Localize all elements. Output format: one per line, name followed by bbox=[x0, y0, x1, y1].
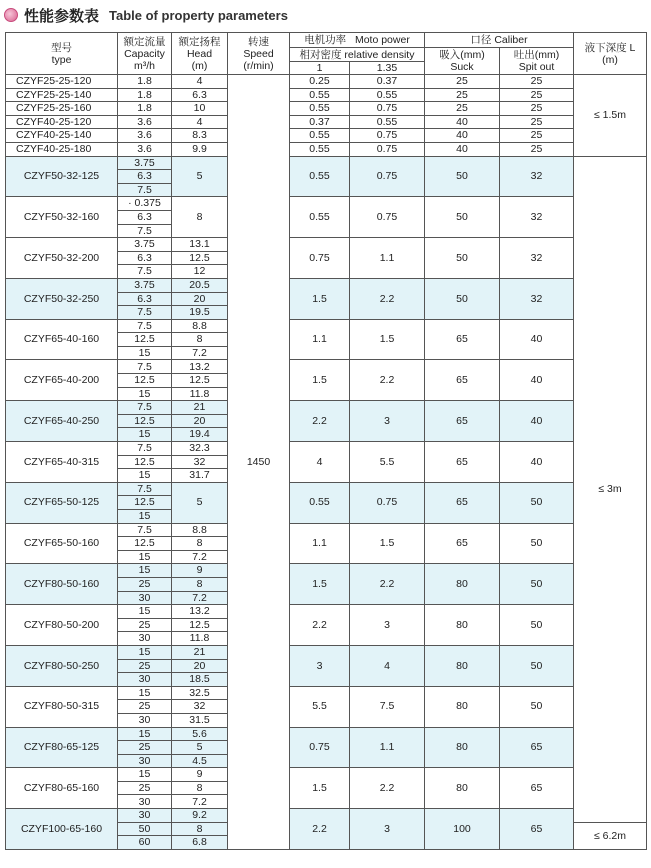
page-title-en: Table of property parameters bbox=[109, 7, 288, 23]
head-cell: 11.8 bbox=[172, 387, 228, 401]
model-cell: CZYF65-50-125 bbox=[6, 482, 118, 523]
head-cell: 4 bbox=[172, 75, 228, 89]
model-cell: CZYF50-32-250 bbox=[6, 278, 118, 319]
spit-caliber-cell: 32 bbox=[500, 238, 574, 279]
head-cell: 4.5 bbox=[172, 754, 228, 768]
head-cell: 12 bbox=[172, 265, 228, 279]
power-density-135-cell: 0.75 bbox=[350, 142, 425, 156]
head-cell: 20 bbox=[172, 659, 228, 673]
capacity-cell: 15 bbox=[118, 387, 172, 401]
head-cell: 8 bbox=[172, 537, 228, 551]
table-row bbox=[6, 129, 647, 143]
capacity-cell: 60 bbox=[118, 836, 172, 850]
head-cell: 31.7 bbox=[172, 469, 228, 483]
table-row bbox=[6, 768, 647, 782]
model-cell: CZYF80-65-160 bbox=[6, 768, 118, 809]
suck-caliber-cell: 80 bbox=[425, 727, 500, 768]
power-density-1-cell: 1.1 bbox=[290, 523, 350, 564]
head-cell: 5.6 bbox=[172, 727, 228, 741]
power-density-135-cell: 7.5 bbox=[350, 686, 425, 727]
capacity-cell: 30 bbox=[118, 809, 172, 823]
head-cell: 10 bbox=[172, 102, 228, 116]
power-density-1-cell: 4 bbox=[290, 442, 350, 483]
suck-caliber-cell: 100 bbox=[425, 809, 500, 850]
power-density-1-cell: 1.5 bbox=[290, 278, 350, 319]
capacity-cell: 15 bbox=[118, 727, 172, 741]
head-cell: 20 bbox=[172, 414, 228, 428]
power-density-1-cell: 0.75 bbox=[290, 238, 350, 279]
head-cell: 20.5 bbox=[172, 278, 228, 292]
model-cell: CZYF100-65-160 bbox=[6, 809, 118, 850]
power-density-135-cell: 2.2 bbox=[350, 564, 425, 605]
head-cell: 9.9 bbox=[172, 142, 228, 156]
title-bar bbox=[4, 4, 288, 26]
head-cell: 7.2 bbox=[172, 591, 228, 605]
capacity-cell: 15 bbox=[118, 346, 172, 360]
table-row bbox=[6, 75, 647, 89]
capacity-cell: 25 bbox=[118, 659, 172, 673]
power-density-1-cell: 1.5 bbox=[290, 564, 350, 605]
power-density-135-cell: 1.5 bbox=[350, 319, 425, 360]
table-row bbox=[6, 809, 647, 823]
depth-cell: ≤ 1.5m bbox=[574, 75, 647, 157]
table-row bbox=[6, 156, 647, 170]
model-cell: CZYF65-50-160 bbox=[6, 523, 118, 564]
head-cell: 7.2 bbox=[172, 550, 228, 564]
table-row bbox=[6, 605, 647, 619]
capacity-cell: 6.3 bbox=[118, 170, 172, 184]
capacity-cell: 3.75 bbox=[118, 156, 172, 170]
spit-caliber-cell: 50 bbox=[500, 482, 574, 523]
head-cell: 8.8 bbox=[172, 319, 228, 333]
spit-caliber-cell: 25 bbox=[500, 129, 574, 143]
power-density-135-cell: 0.75 bbox=[350, 482, 425, 523]
head-cell: 8 bbox=[172, 197, 228, 238]
table-row bbox=[6, 102, 647, 116]
power-density-1-cell: 1.5 bbox=[290, 360, 350, 401]
capacity-cell: · 0.375 bbox=[118, 197, 172, 211]
head-cell: 12.5 bbox=[172, 251, 228, 265]
head-cell: 21 bbox=[172, 401, 228, 415]
suck-caliber-cell: 65 bbox=[425, 360, 500, 401]
head-cell: 7.2 bbox=[172, 346, 228, 360]
suck-caliber-cell: 25 bbox=[425, 88, 500, 102]
model-cell: CZYF80-65-125 bbox=[6, 727, 118, 768]
head-cell: 8.3 bbox=[172, 129, 228, 143]
spit-caliber-cell: 40 bbox=[500, 401, 574, 442]
spit-caliber-cell: 40 bbox=[500, 360, 574, 401]
head-cell: 5 bbox=[172, 482, 228, 523]
head-cell: 32 bbox=[172, 455, 228, 469]
head-cell: 32.5 bbox=[172, 686, 228, 700]
head-cell: 6.8 bbox=[172, 836, 228, 850]
power-density-1-cell: 0.55 bbox=[290, 88, 350, 102]
power-density-135-cell: 0.55 bbox=[350, 115, 425, 129]
model-cell: CZYF80-50-200 bbox=[6, 605, 118, 646]
capacity-cell: 15 bbox=[118, 550, 172, 564]
power-density-135-cell: 2.2 bbox=[350, 768, 425, 809]
head-cell: 8 bbox=[172, 822, 228, 836]
capacity-cell: 6.3 bbox=[118, 292, 172, 306]
bullet-circle-icon bbox=[4, 8, 18, 22]
suck-caliber-cell: 65 bbox=[425, 523, 500, 564]
table-row bbox=[6, 115, 647, 129]
table-row bbox=[6, 523, 647, 537]
power-density-135-cell: 2.2 bbox=[350, 278, 425, 319]
header-caliber: 口径 Caliber bbox=[425, 33, 574, 48]
table-row bbox=[6, 238, 647, 252]
capacity-cell: 7.5 bbox=[118, 482, 172, 496]
head-cell: 18.5 bbox=[172, 673, 228, 687]
capacity-cell: 6.3 bbox=[118, 210, 172, 224]
capacity-cell: 7.5 bbox=[118, 442, 172, 456]
spit-caliber-cell: 50 bbox=[500, 523, 574, 564]
capacity-cell: 15 bbox=[118, 768, 172, 782]
suck-caliber-cell: 50 bbox=[425, 278, 500, 319]
spit-caliber-cell: 32 bbox=[500, 197, 574, 238]
capacity-cell: 1.8 bbox=[118, 88, 172, 102]
suck-caliber-cell: 50 bbox=[425, 197, 500, 238]
head-cell: 13.2 bbox=[172, 605, 228, 619]
power-density-1-cell: 3 bbox=[290, 645, 350, 686]
model-cell: CZYF25-25-140 bbox=[6, 88, 118, 102]
spit-caliber-cell: 50 bbox=[500, 605, 574, 646]
power-density-1-cell: 0.37 bbox=[290, 115, 350, 129]
model-cell: CZYF80-50-160 bbox=[6, 564, 118, 605]
spit-caliber-cell: 25 bbox=[500, 102, 574, 116]
spit-caliber-cell: 65 bbox=[500, 727, 574, 768]
model-cell: CZYF25-25-120 bbox=[6, 75, 118, 89]
capacity-cell: 3.6 bbox=[118, 142, 172, 156]
spit-caliber-cell: 25 bbox=[500, 88, 574, 102]
capacity-cell: 50 bbox=[118, 822, 172, 836]
suck-caliber-cell: 80 bbox=[425, 768, 500, 809]
head-cell: 5 bbox=[172, 156, 228, 197]
suck-caliber-cell: 80 bbox=[425, 564, 500, 605]
head-cell: 13.1 bbox=[172, 238, 228, 252]
capacity-cell: 25 bbox=[118, 618, 172, 632]
power-density-135-cell: 1.5 bbox=[350, 523, 425, 564]
capacity-cell: 15 bbox=[118, 645, 172, 659]
power-density-1-cell: 0.75 bbox=[290, 727, 350, 768]
head-cell: 4 bbox=[172, 115, 228, 129]
head-cell: 5 bbox=[172, 741, 228, 755]
power-density-1-cell: 0.25 bbox=[290, 75, 350, 89]
table-row bbox=[6, 482, 647, 496]
table-row bbox=[6, 197, 647, 211]
capacity-cell: 3.6 bbox=[118, 115, 172, 129]
capacity-cell: 7.5 bbox=[118, 401, 172, 415]
speed-cell: 1450 bbox=[228, 75, 290, 850]
power-density-1-cell: 5.5 bbox=[290, 686, 350, 727]
head-cell: 19.5 bbox=[172, 306, 228, 320]
suck-caliber-cell: 25 bbox=[425, 102, 500, 116]
capacity-cell: 15 bbox=[118, 564, 172, 578]
capacity-cell: 12.5 bbox=[118, 455, 172, 469]
power-density-1-cell: 0.55 bbox=[290, 197, 350, 238]
spit-caliber-cell: 65 bbox=[500, 809, 574, 850]
head-cell: 20 bbox=[172, 292, 228, 306]
capacity-cell: 15 bbox=[118, 469, 172, 483]
suck-caliber-cell: 40 bbox=[425, 115, 500, 129]
power-density-1-cell: 1.5 bbox=[290, 768, 350, 809]
header-density-135: 1.35 bbox=[350, 62, 425, 75]
suck-caliber-cell: 50 bbox=[425, 238, 500, 279]
spit-caliber-cell: 25 bbox=[500, 75, 574, 89]
spit-caliber-cell: 25 bbox=[500, 115, 574, 129]
capacity-cell: 12.5 bbox=[118, 374, 172, 388]
suck-caliber-cell: 40 bbox=[425, 129, 500, 143]
capacity-cell: 12.5 bbox=[118, 414, 172, 428]
power-density-135-cell: 0.75 bbox=[350, 129, 425, 143]
capacity-cell: 25 bbox=[118, 700, 172, 714]
table-row bbox=[6, 360, 647, 374]
model-cell: CZYF50-32-200 bbox=[6, 238, 118, 279]
spit-caliber-cell: 50 bbox=[500, 564, 574, 605]
header-density: 相对密度 relative density bbox=[290, 48, 425, 62]
capacity-cell: 3.6 bbox=[118, 129, 172, 143]
capacity-cell: 7.5 bbox=[118, 360, 172, 374]
power-density-135-cell: 5.5 bbox=[350, 442, 425, 483]
model-cell: CZYF25-25-160 bbox=[6, 102, 118, 116]
capacity-cell: 25 bbox=[118, 741, 172, 755]
table-row bbox=[6, 278, 647, 292]
table-body bbox=[6, 75, 647, 850]
capacity-cell: 15 bbox=[118, 510, 172, 524]
suck-caliber-cell: 65 bbox=[425, 482, 500, 523]
capacity-cell: 12.5 bbox=[118, 496, 172, 510]
power-density-135-cell: 0.37 bbox=[350, 75, 425, 89]
capacity-cell: 30 bbox=[118, 754, 172, 768]
capacity-cell: 6.3 bbox=[118, 251, 172, 265]
header-model: 型号 type bbox=[6, 33, 118, 75]
property-parameters-table bbox=[5, 32, 647, 850]
power-density-1-cell: 0.55 bbox=[290, 482, 350, 523]
model-cell: CZYF80-50-315 bbox=[6, 686, 118, 727]
capacity-cell: 3.75 bbox=[118, 278, 172, 292]
head-cell: 9.2 bbox=[172, 809, 228, 823]
capacity-cell: 7.5 bbox=[118, 265, 172, 279]
capacity-cell: 30 bbox=[118, 795, 172, 809]
power-density-135-cell: 0.75 bbox=[350, 156, 425, 197]
suck-caliber-cell: 80 bbox=[425, 686, 500, 727]
spit-caliber-cell: 50 bbox=[500, 686, 574, 727]
capacity-cell: 30 bbox=[118, 591, 172, 605]
capacity-cell: 25 bbox=[118, 781, 172, 795]
table-row bbox=[6, 142, 647, 156]
head-cell: 8.8 bbox=[172, 523, 228, 537]
depth-cell: ≤ 3m bbox=[574, 156, 647, 822]
spit-caliber-cell: 65 bbox=[500, 768, 574, 809]
head-cell: 11.8 bbox=[172, 632, 228, 646]
power-density-1-cell: 0.55 bbox=[290, 102, 350, 116]
head-cell: 32 bbox=[172, 700, 228, 714]
capacity-cell: 7.5 bbox=[118, 319, 172, 333]
head-cell: 31.5 bbox=[172, 713, 228, 727]
suck-caliber-cell: 40 bbox=[425, 142, 500, 156]
model-cell: CZYF40-25-140 bbox=[6, 129, 118, 143]
table-row bbox=[6, 727, 647, 741]
capacity-cell: 30 bbox=[118, 673, 172, 687]
head-cell: 8 bbox=[172, 333, 228, 347]
head-cell: 12.5 bbox=[172, 618, 228, 632]
power-density-135-cell: 2.2 bbox=[350, 360, 425, 401]
header-power: 电机功率 Moto power bbox=[290, 33, 425, 48]
power-density-135-cell: 0.75 bbox=[350, 197, 425, 238]
head-cell: 32.3 bbox=[172, 442, 228, 456]
power-density-135-cell: 1.1 bbox=[350, 238, 425, 279]
model-cell: CZYF40-25-180 bbox=[6, 142, 118, 156]
table-row bbox=[6, 564, 647, 578]
spit-caliber-cell: 32 bbox=[500, 156, 574, 197]
power-density-1-cell: 2.2 bbox=[290, 809, 350, 850]
suck-caliber-cell: 65 bbox=[425, 319, 500, 360]
model-cell: CZYF65-40-250 bbox=[6, 401, 118, 442]
capacity-cell: 7.5 bbox=[118, 183, 172, 197]
capacity-cell: 1.8 bbox=[118, 75, 172, 89]
power-density-135-cell: 0.55 bbox=[350, 88, 425, 102]
head-cell: 6.3 bbox=[172, 88, 228, 102]
head-cell: 7.2 bbox=[172, 795, 228, 809]
model-cell: CZYF40-25-120 bbox=[6, 115, 118, 129]
header-spit: 吐出(mm) Spit out bbox=[500, 48, 574, 75]
power-density-1-cell: 0.55 bbox=[290, 156, 350, 197]
head-cell: 13.2 bbox=[172, 360, 228, 374]
power-density-1-cell: 2.2 bbox=[290, 605, 350, 646]
model-cell: CZYF80-50-250 bbox=[6, 645, 118, 686]
model-cell: CZYF65-40-160 bbox=[6, 319, 118, 360]
spit-caliber-cell: 40 bbox=[500, 319, 574, 360]
power-density-135-cell: 3 bbox=[350, 605, 425, 646]
model-cell: CZYF65-40-315 bbox=[6, 442, 118, 483]
capacity-cell: 30 bbox=[118, 632, 172, 646]
head-cell: 9 bbox=[172, 564, 228, 578]
suck-caliber-cell: 25 bbox=[425, 75, 500, 89]
power-density-1-cell: 0.55 bbox=[290, 142, 350, 156]
capacity-cell: 3.75 bbox=[118, 238, 172, 252]
header-density-1: 1 bbox=[290, 62, 350, 75]
suck-caliber-cell: 50 bbox=[425, 156, 500, 197]
power-density-135-cell: 3 bbox=[350, 401, 425, 442]
capacity-cell: 15 bbox=[118, 686, 172, 700]
head-cell: 19.4 bbox=[172, 428, 228, 442]
head-cell: 8 bbox=[172, 577, 228, 591]
model-cell: CZYF50-32-125 bbox=[6, 156, 118, 197]
power-density-135-cell: 4 bbox=[350, 645, 425, 686]
capacity-cell: 12.5 bbox=[118, 537, 172, 551]
capacity-cell: 30 bbox=[118, 713, 172, 727]
spit-caliber-cell: 25 bbox=[500, 142, 574, 156]
model-cell: CZYF65-40-200 bbox=[6, 360, 118, 401]
capacity-cell: 15 bbox=[118, 605, 172, 619]
suck-caliber-cell: 80 bbox=[425, 605, 500, 646]
capacity-cell: 15 bbox=[118, 428, 172, 442]
head-cell: 9 bbox=[172, 768, 228, 782]
head-cell: 8 bbox=[172, 781, 228, 795]
capacity-cell: 7.5 bbox=[118, 523, 172, 537]
capacity-cell: 12.5 bbox=[118, 333, 172, 347]
header-speed: 转速 Speed (r/min) bbox=[228, 33, 290, 75]
table-row bbox=[6, 88, 647, 102]
page-title-cn: 性能参数表 bbox=[24, 7, 100, 25]
depth-cell: ≤ 6.2m bbox=[574, 822, 647, 849]
power-density-1-cell: 1.1 bbox=[290, 319, 350, 360]
suck-caliber-cell: 65 bbox=[425, 442, 500, 483]
power-density-135-cell: 3 bbox=[350, 809, 425, 850]
table-row bbox=[6, 645, 647, 659]
spit-caliber-cell: 40 bbox=[500, 442, 574, 483]
table-row bbox=[6, 442, 647, 456]
suck-caliber-cell: 65 bbox=[425, 401, 500, 442]
table-row bbox=[6, 319, 647, 333]
capacity-cell: 1.8 bbox=[118, 102, 172, 116]
head-cell: 21 bbox=[172, 645, 228, 659]
model-cell: CZYF50-32-160 bbox=[6, 197, 118, 238]
header-head: 额定扬程 Head (m) bbox=[172, 33, 228, 75]
capacity-cell: 7.5 bbox=[118, 224, 172, 238]
suck-caliber-cell: 80 bbox=[425, 645, 500, 686]
capacity-cell: 25 bbox=[118, 577, 172, 591]
table-row bbox=[6, 686, 647, 700]
head-cell: 12.5 bbox=[172, 374, 228, 388]
header-capacity: 额定流量 Capacity m³/h bbox=[118, 33, 172, 75]
header-suck: 吸入(mm) Suck bbox=[425, 48, 500, 75]
capacity-cell: 7.5 bbox=[118, 306, 172, 320]
table-row bbox=[6, 401, 647, 415]
header-depth: 液下深度 L (m) bbox=[574, 33, 647, 75]
power-density-1-cell: 0.55 bbox=[290, 129, 350, 143]
power-density-135-cell: 1.1 bbox=[350, 727, 425, 768]
spit-caliber-cell: 50 bbox=[500, 645, 574, 686]
power-density-1-cell: 2.2 bbox=[290, 401, 350, 442]
power-density-135-cell: 0.75 bbox=[350, 102, 425, 116]
spit-caliber-cell: 32 bbox=[500, 278, 574, 319]
